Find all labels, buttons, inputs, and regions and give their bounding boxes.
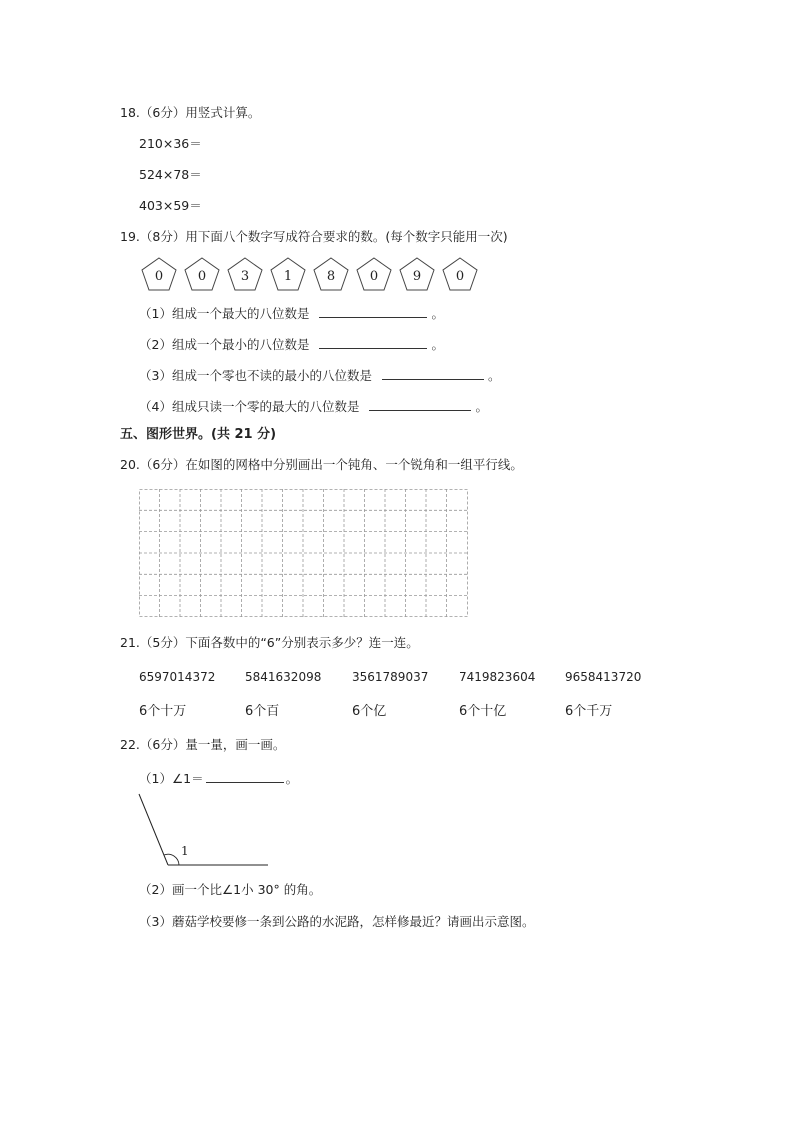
q21-number[interactable]: 9658413720 [565, 670, 642, 684]
q21-title: 21.（5分）下面各数中的“6”分别表示多少？连一连。 [120, 635, 419, 650]
digit-label: 1 [283, 269, 293, 284]
q21-answer[interactable]: 6个亿 [352, 704, 387, 719]
q21-answer[interactable]: 6个千万 [565, 704, 613, 719]
answer-blank[interactable] [206, 770, 284, 783]
angle-figure [135, 792, 275, 872]
q21-number[interactable]: 5841632098 [245, 670, 322, 684]
q18-item-3: 403×59＝ [139, 198, 202, 213]
q19-part-4-suffix: 。 [475, 399, 488, 414]
digit-label: 3 [240, 269, 250, 284]
digit-pentagon [227, 257, 263, 291]
q18-item-1: 210×36＝ [139, 136, 202, 151]
q19-part-2-label: （2）组成一个最小的八位数是 [139, 337, 310, 352]
q19-title: 19.（8分）用下面八个数字写成符合要求的数。(每个数字只能用一次) [120, 229, 508, 244]
digit-label: 0 [369, 269, 379, 284]
digit-label: 0 [154, 269, 164, 284]
q22-part-2: （2）画一个比∠1小 30° 的角。 [139, 882, 322, 897]
q21-answer[interactable]: 6个十亿 [459, 704, 507, 719]
digit-label: 8 [326, 269, 336, 284]
answer-blank[interactable] [319, 305, 427, 318]
q18-title: 18.（6分）用竖式计算。 [120, 105, 261, 120]
digit-pentagon [270, 257, 306, 291]
digit-label: 0 [455, 269, 465, 284]
section-title: 五、图形世界。(共 21 分) [120, 427, 277, 442]
q22-part-1-suffix: 。 [285, 771, 299, 786]
q21-answer[interactable]: 6个十万 [139, 704, 187, 719]
digit-pentagon [442, 257, 478, 291]
q21-number[interactable]: 3561789037 [352, 670, 429, 684]
digit-label: 0 [197, 269, 207, 284]
angle-label: 1 [181, 844, 189, 858]
q19-part-3-suffix: 。 [487, 368, 501, 383]
q19-part-4-label: （4）组成只读一个零的最大的八位数是 [139, 399, 360, 414]
digit-pentagon [141, 257, 177, 291]
q19-part-3-label: （3）组成一个零也不读的最小的八位数是 [139, 368, 372, 383]
q20-title: 20.（6分）在如图的网格中分别画出一个钝角、一个锐角和一组平行线。 [120, 457, 523, 472]
q21-answer[interactable]: 6个百 [245, 704, 280, 719]
digit-pentagon [313, 257, 349, 291]
q19-part-1-label: （1）组成一个最大的八位数是 [139, 306, 310, 321]
q22-part-3: （3）蘑菇学校要修一条到公路的水泥路，怎样修最近？请画出示意图。 [139, 914, 535, 929]
answer-blank[interactable] [319, 336, 427, 349]
q21-number[interactable]: 7419823604 [459, 670, 536, 684]
q18-item-2: 524×78＝ [139, 167, 202, 182]
answer-blank[interactable] [382, 367, 484, 380]
q19-part-1-suffix: 。 [431, 306, 444, 321]
digit-pentagon [356, 257, 392, 291]
drawing-grid[interactable] [139, 489, 468, 617]
q22-part-1-label: （1）∠1＝ [139, 771, 204, 786]
digit-pentagon [184, 257, 220, 291]
q19-part-4 [139, 398, 488, 414]
q22-title: 22.（6分）量一量，画一画。 [120, 737, 286, 752]
q19-part-3 [139, 367, 500, 383]
q19-part-1 [139, 305, 444, 321]
answer-blank[interactable] [369, 398, 471, 411]
digit-label: 9 [412, 269, 422, 284]
q19-part-2-suffix: 。 [431, 337, 444, 352]
q19-part-2 [139, 336, 444, 352]
q21-number[interactable]: 6597014372 [139, 670, 216, 684]
q22-part-1 [139, 770, 298, 786]
digit-pentagon [399, 257, 435, 291]
